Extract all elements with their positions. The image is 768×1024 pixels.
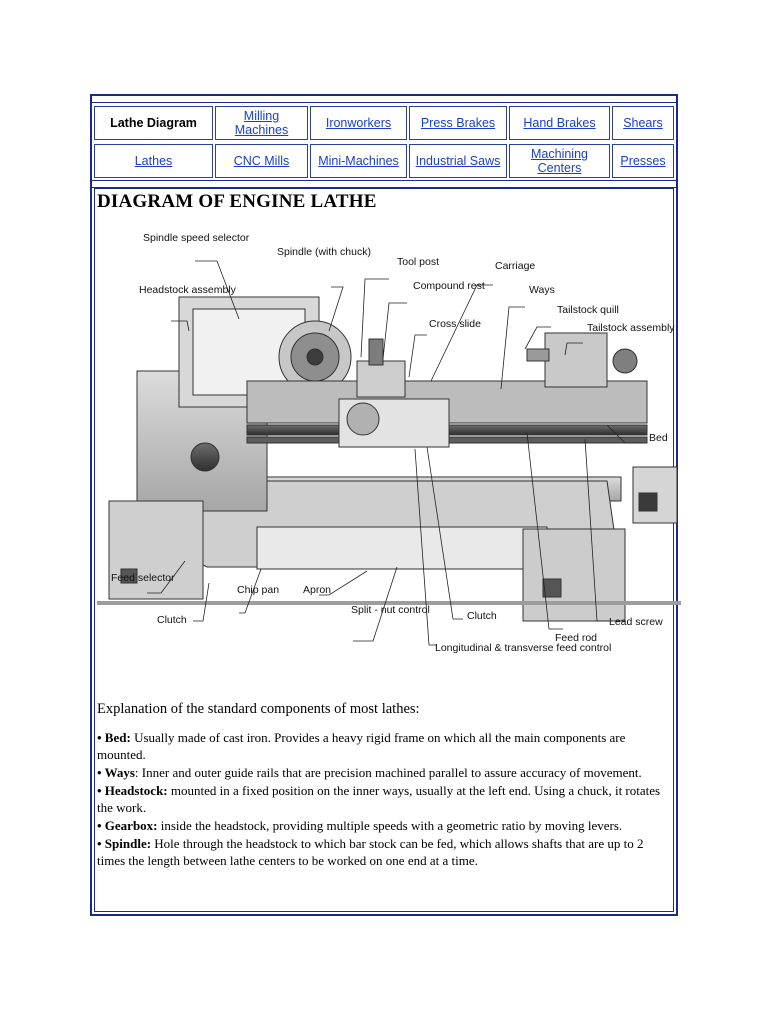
components-list [97, 729, 667, 870]
label-bed: Bed [649, 432, 668, 444]
label-tool-post: Tool post [397, 256, 440, 268]
nav-link-presses[interactable]: Presses [612, 144, 674, 178]
page-title: DIAGRAM OF ENGINE LATHE [97, 191, 377, 212]
item-term: • Spindle: [97, 836, 152, 851]
nav-row-1 [92, 106, 676, 140]
list-item [97, 835, 667, 869]
item-term: • Ways [97, 765, 135, 780]
nav-link-hand-brakes[interactable]: Hand Brakes [509, 106, 610, 140]
nav-link-lathes[interactable]: Lathes [94, 144, 213, 178]
item-text: inside the headstock, providing multiple speeds with a geometric ratio by moving levers. [157, 818, 623, 833]
item-term: • Bed: [97, 730, 131, 745]
nav-row-2 [92, 144, 676, 178]
label-lead-screw: Lead screw [609, 616, 663, 628]
label-spindle-speed-selector: Spindle speed selector [143, 232, 250, 244]
item-text: mounted in a fixed position on the inner ways, usually at the left end. Using a chuck, it rotates the work. [97, 783, 661, 815]
item-term: • Gearbox: [97, 818, 158, 833]
lathe-diagram-svg [97, 231, 681, 681]
item-text: Usually made of cast iron. Provides a heavy rigid frame on which all the main components are mounted. [97, 730, 626, 762]
list-item [97, 729, 667, 763]
label-longitudinal-transverse-feed-control: Longitudinal & transverse feed control [435, 642, 612, 654]
nav-link-press-brakes[interactable]: Press Brakes [409, 106, 507, 140]
label-headstock-assembly: Headstock assembly [139, 284, 236, 296]
list-item [97, 817, 667, 834]
label-ways: Ways [529, 284, 555, 296]
nav-current-lathe-diagram: Lathe Diagram [94, 106, 213, 140]
nav-link-mini-machines[interactable]: Mini-Machines [310, 144, 407, 178]
nav-link-milling-machines[interactable]: Milling Machines [215, 106, 308, 140]
list-item [97, 782, 667, 816]
label-carriage: Carriage [495, 260, 536, 272]
nav-link-shears[interactable]: Shears [612, 106, 674, 140]
item-term: • Headstock: [97, 783, 168, 798]
nav-link-industrial-saws[interactable]: Industrial Saws [409, 144, 507, 178]
item-text: Hole through the headstock to which bar stock can be fed, which allows shafts that are up to 2 times the length between lathe centers to be worked on one end at a time. [97, 836, 644, 868]
label-split-nut-control: Split - nut control [351, 604, 430, 616]
nav-table [92, 104, 676, 180]
page-frame [90, 94, 678, 916]
lathe-diagram [97, 231, 681, 681]
nav-link-ironworkers[interactable]: Ironworkers [310, 106, 407, 140]
label-feed-selector: Feed selector [111, 572, 175, 584]
nav-separator [92, 180, 676, 188]
label-cross-slide: Cross slide [429, 318, 481, 330]
item-text: : Inner and outer guide rails that are precision machined parallel to assure accuracy of movement. [134, 765, 642, 780]
nav-link-machining-centers[interactable]: Machining Centers [509, 144, 610, 178]
label-clutch-right: Clutch [467, 610, 497, 622]
label-chip-pan: Chip pan [237, 584, 280, 596]
label-apron: Apron [303, 584, 332, 596]
nav-link-cnc-mills[interactable]: CNC Mills [215, 144, 308, 178]
list-item [97, 764, 667, 781]
label-clutch-left: Clutch [157, 614, 187, 626]
label-tailstock-assembly: Tailstock assembly [587, 322, 675, 334]
intro-text: Explanation of the standard components of most lathes: [97, 701, 420, 717]
label-spindle-with-chuck: Spindle (with chuck) [277, 246, 371, 258]
label-tailstock-quill: Tailstock quill [557, 304, 619, 316]
label-feed-rod: Feed rod [555, 632, 598, 644]
frame-top-strip [92, 96, 676, 103]
label-compound-rest: Compound rest [413, 280, 485, 292]
content-panel [94, 188, 674, 912]
